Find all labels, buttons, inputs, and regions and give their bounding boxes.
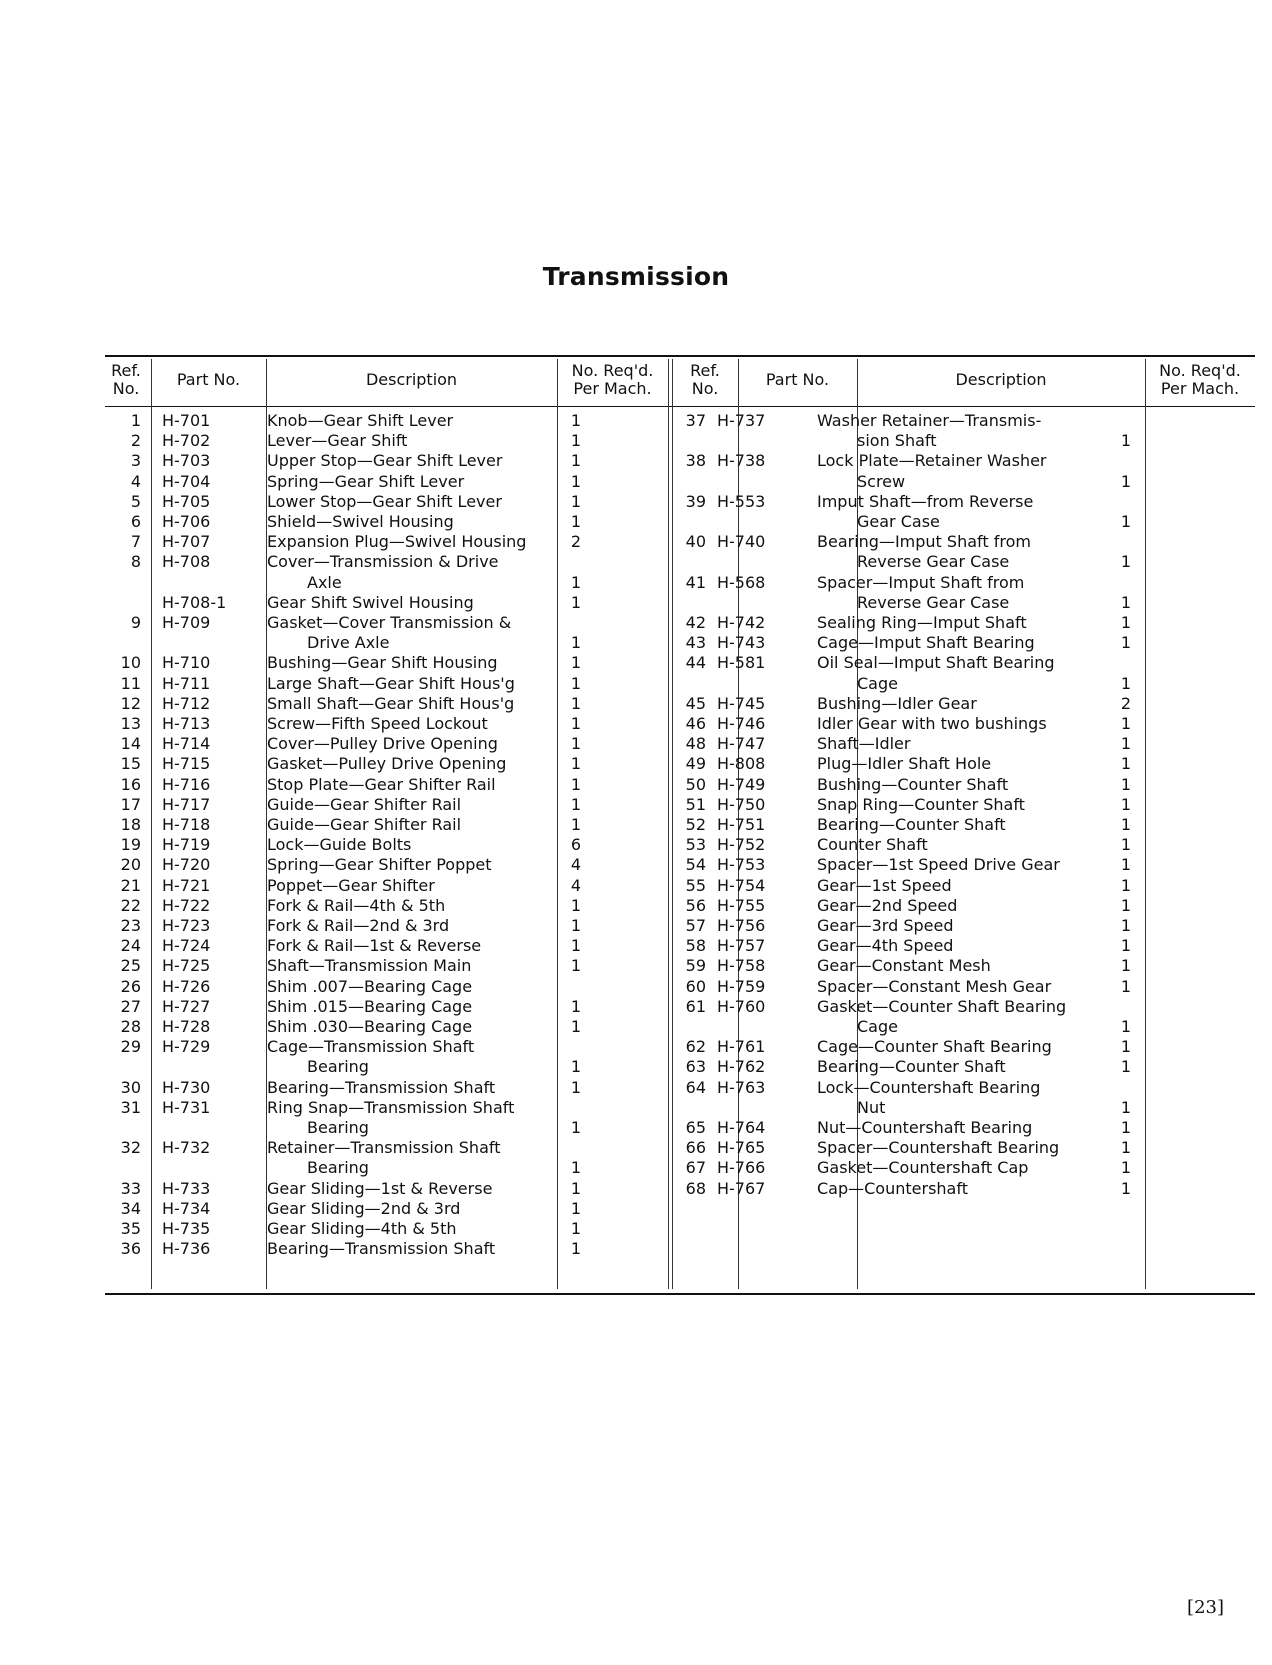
description-line: Gear Shift Swivel Housing	[267, 592, 474, 612]
ref-number: 39	[685, 491, 706, 511]
description-line: Large Shaft—Gear Shift Hous'g	[267, 673, 515, 693]
ref-number: 60	[685, 976, 706, 996]
part-number: H-703	[162, 451, 211, 471]
quantity: 1	[570, 815, 582, 834]
ref-number: 59	[685, 956, 706, 976]
description-line: Bearing—Imput Shaft from	[817, 532, 1031, 552]
ref-number: 24	[120, 936, 141, 956]
description-line: Gasket—Cover Transmission &	[267, 613, 512, 632]
description-line: Idler Gear with two bushings	[817, 714, 1047, 733]
part-number: H-760	[717, 996, 766, 1016]
part-number: H-742	[717, 613, 766, 632]
description-line: Lock—Guide Bolts	[267, 835, 412, 855]
description-line: Cage—Counter Shaft Bearing	[817, 1037, 1052, 1057]
quantity: 1	[570, 673, 582, 693]
quantity: 1	[1120, 815, 1132, 834]
part-number: H-750	[717, 794, 766, 814]
ref-number: 11	[120, 673, 141, 693]
quantity: 1	[570, 633, 582, 653]
quantity: 1	[1120, 552, 1132, 572]
part-number: H-747	[717, 734, 766, 754]
description-line: Cage—Imput Shaft Bearing	[817, 633, 1035, 653]
part-number: H-708-1	[162, 592, 227, 612]
quantity: 1	[570, 714, 582, 733]
quantity: 1	[570, 653, 582, 673]
quantity: 1	[570, 1158, 582, 1178]
description-line: Gear—4th Speed	[817, 936, 954, 956]
quantity: 1	[570, 754, 582, 774]
quantity: 1	[570, 491, 582, 511]
description-line: Nut—Countershaft Bearing	[817, 1118, 1033, 1137]
part-number: H-719	[162, 835, 211, 855]
description-line: Gear Case	[857, 512, 940, 531]
quantity: 1	[1120, 794, 1132, 814]
description-line: Shaft—Idler	[817, 734, 911, 754]
ref-number: 54	[685, 855, 706, 875]
description-line: Gear—1st Speed	[817, 875, 952, 895]
header-ref: Ref. No.	[690, 361, 720, 398]
ref-number: 68	[685, 1178, 706, 1198]
ref-number: 50	[685, 774, 706, 794]
description-line: Cap—Countershaft	[817, 1178, 968, 1198]
ref-number: 58	[685, 936, 706, 956]
description-line: Shield—Swivel Housing	[267, 512, 454, 531]
ref-number: 26	[120, 976, 141, 996]
ref-number: 6	[130, 512, 141, 531]
quantity: 1	[1120, 916, 1132, 935]
page-number: [23]	[1187, 1597, 1224, 1618]
part-number: H-725	[162, 956, 211, 976]
quantity: 1	[1120, 754, 1132, 774]
ref-number: 1	[130, 411, 141, 430]
parts-table	[105, 355, 1255, 1305]
ref-number: 56	[685, 895, 706, 915]
quantity: 1	[1120, 1118, 1132, 1137]
quantity: 1	[1120, 431, 1132, 451]
part-number: H-738	[717, 451, 766, 471]
part-number: H-752	[717, 835, 766, 855]
quantity: 1	[570, 592, 582, 612]
page-title: Transmission	[542, 262, 730, 291]
part-number: H-722	[162, 895, 211, 915]
part-number: H-712	[162, 693, 211, 713]
ref-number: 2	[130, 431, 141, 451]
col-divider	[672, 359, 673, 1289]
quantity: 1	[570, 471, 582, 491]
ref-number: 32	[120, 1138, 141, 1158]
description-line: Lever—Gear Shift	[267, 431, 408, 451]
quantity: 1	[1120, 673, 1132, 693]
part-number: H-728	[162, 1017, 211, 1036]
part-number: H-746	[717, 714, 766, 733]
part-number: H-733	[162, 1178, 211, 1198]
ref-number: 33	[120, 1178, 141, 1198]
description-line: Gear Sliding—1st & Reverse	[267, 1178, 493, 1198]
quantity: 1	[1120, 1158, 1132, 1178]
description-line: Bushing—Gear Shift Housing	[267, 653, 498, 673]
quantity: 1	[1120, 835, 1132, 855]
part-number: H-740	[717, 532, 766, 552]
ref-number: 40	[685, 532, 706, 552]
quantity: 1	[1120, 633, 1132, 653]
description-line: Gear Sliding—4th & 5th	[267, 1219, 457, 1238]
ref-number: 16	[120, 774, 141, 794]
quantity: 1	[1120, 734, 1132, 754]
part-number: H-765	[717, 1138, 766, 1158]
part-number: H-714	[162, 734, 211, 754]
quantity: 1	[1120, 471, 1132, 491]
description-line: Shim .015—Bearing Cage	[267, 996, 473, 1016]
part-number: H-729	[162, 1037, 211, 1057]
ref-number: 5	[130, 491, 141, 511]
description-line: Lock Plate—Retainer Washer	[817, 451, 1047, 471]
ref-number: 46	[685, 714, 706, 733]
part-number: H-735	[162, 1219, 211, 1238]
quantity: 1	[570, 512, 582, 531]
part-number: H-713	[162, 714, 211, 733]
ref-number: 61	[685, 996, 706, 1016]
ref-number: 31	[120, 1097, 141, 1117]
quantity: 1	[570, 1198, 582, 1218]
description-line: Shim .007—Bearing Cage	[267, 976, 473, 996]
description-line: Bushing—Idler Gear	[817, 693, 977, 713]
ref-number: 66	[685, 1138, 706, 1158]
ref-number: 62	[685, 1037, 706, 1057]
description-line: Gear—2nd Speed	[817, 895, 958, 915]
quantity: 6	[570, 835, 582, 855]
ref-number: 21	[120, 875, 141, 895]
quantity: 1	[1120, 1097, 1132, 1117]
description-line: Bearing	[307, 1057, 369, 1077]
ref-number: 37	[685, 411, 706, 430]
ref-number: 13	[120, 714, 141, 733]
description-line: Imput Shaft—from Reverse	[817, 491, 1034, 511]
description-line: Stop Plate—Gear Shifter Rail	[267, 774, 496, 794]
part-number: H-732	[162, 1138, 211, 1158]
ref-number: 65	[685, 1118, 706, 1137]
quantity: 1	[570, 916, 582, 935]
description-line: Guide—Gear Shifter Rail	[267, 815, 462, 834]
quantity: 1	[1120, 895, 1132, 915]
description-line: Counter Shaft	[817, 835, 928, 855]
ref-number: 18	[120, 815, 141, 834]
quantity: 1	[570, 1118, 582, 1137]
description-line: Oil Seal—Imput Shaft Bearing	[817, 653, 1055, 673]
description-line: Spring—Gear Shift Lever	[267, 471, 465, 491]
part-number: H-568	[717, 572, 766, 592]
description-line: Sealing Ring—Imput Shaft	[817, 613, 1027, 632]
ref-number: 29	[120, 1037, 141, 1057]
quantity: 1	[570, 774, 582, 794]
part-number: H-734	[162, 1198, 211, 1218]
part-number: H-755	[717, 895, 766, 915]
description-line: Gasket—Pulley Drive Opening	[267, 754, 507, 774]
description-line: Lock—Countershaft Bearing	[817, 1077, 1041, 1097]
ref-number: 3	[130, 451, 141, 471]
description-line: Guide—Gear Shifter Rail	[267, 794, 462, 814]
part-number: H-717	[162, 794, 211, 814]
part-number: H-704	[162, 471, 211, 491]
part-number: H-754	[717, 875, 766, 895]
header-desc: Description	[955, 370, 1047, 389]
ref-number: 25	[120, 956, 141, 976]
description-line: Gasket—Countershaft Cap	[817, 1158, 1029, 1178]
ref-number: 63	[685, 1057, 706, 1077]
description-line: Gear—Constant Mesh	[817, 956, 991, 976]
description-line: Shim .030—Bearing Cage	[267, 1017, 473, 1036]
part-number: H-581	[717, 653, 766, 673]
header-ref: Ref. No.	[111, 361, 141, 398]
part-number: H-736	[162, 1239, 211, 1259]
col-divider	[151, 359, 152, 1289]
part-number: H-761	[717, 1037, 766, 1057]
ref-number: 48	[685, 734, 706, 754]
quantity: 4	[570, 855, 582, 875]
description-line: Fork & Rail—2nd & 3rd	[267, 916, 450, 935]
ref-number: 9	[130, 613, 141, 632]
quantity: 1	[1120, 512, 1132, 531]
ref-number: 41	[685, 572, 706, 592]
quantity: 1	[1120, 613, 1132, 632]
quantity: 4	[570, 875, 582, 895]
quantity: 1	[570, 1017, 582, 1036]
description-line: Gasket—Counter Shaft Bearing	[817, 996, 1067, 1016]
ref-number: 20	[120, 855, 141, 875]
quantity: 1	[570, 956, 582, 976]
description-line: Axle	[307, 572, 342, 592]
description-line: Bearing—Counter Shaft	[817, 1057, 1006, 1077]
description-line: Plug—Idler Shaft Hole	[817, 754, 992, 774]
description-line: Cage—Transmission Shaft	[267, 1037, 475, 1057]
ref-number: 19	[120, 835, 141, 855]
header-desc: Description	[365, 370, 458, 389]
part-number: H-756	[717, 916, 766, 935]
ref-number: 67	[685, 1158, 706, 1178]
description-line: sion Shaft	[857, 431, 937, 451]
description-line: Fork & Rail—4th & 5th	[267, 895, 446, 915]
part-number: H-763	[717, 1077, 766, 1097]
quantity: 1	[1120, 1037, 1132, 1057]
part-number: H-702	[162, 431, 211, 451]
description-line: Bearing—Counter Shaft	[817, 815, 1006, 834]
description-line: Cover—Pulley Drive Opening	[267, 734, 498, 754]
description-line: Lower Stop—Gear Shift Lever	[267, 491, 502, 511]
part-number: H-709	[162, 613, 211, 632]
quantity: 1	[1120, 956, 1132, 976]
description-line: Spring—Gear Shifter Poppet	[267, 855, 492, 875]
description-line: Spacer—1st Speed Drive Gear	[817, 855, 1060, 875]
description-line: Reverse Gear Case	[857, 592, 1010, 612]
quantity: 1	[1120, 1178, 1132, 1198]
description-line: Ring Snap—Transmission Shaft	[267, 1097, 515, 1117]
ref-number: 49	[685, 754, 706, 774]
quantity: 1	[570, 1057, 582, 1077]
ref-number: 64	[685, 1077, 706, 1097]
ref-number: 51	[685, 794, 706, 814]
ref-number: 43	[685, 633, 706, 653]
part-number: H-718	[162, 815, 211, 834]
part-number: H-745	[717, 693, 766, 713]
description-line: Fork & Rail—1st & Reverse	[267, 936, 482, 956]
quantity: 1	[570, 1178, 582, 1198]
part-number: H-706	[162, 512, 211, 531]
quantity: 1	[1120, 855, 1132, 875]
quantity: 1	[570, 734, 582, 754]
description-line: Shaft—Transmission Main	[267, 956, 472, 976]
description-line: Screw—Fifth Speed Lockout	[267, 714, 488, 733]
description-line: Washer Retainer—Transmis-	[817, 411, 1042, 430]
description-line: Cover—Transmission & Drive	[267, 552, 499, 572]
quantity: 1	[1120, 714, 1132, 733]
part-number: H-715	[162, 754, 211, 774]
description-line: Upper Stop—Gear Shift Lever	[267, 451, 503, 471]
part-number: H-708	[162, 552, 211, 572]
part-number: H-723	[162, 916, 211, 935]
part-number: H-730	[162, 1077, 211, 1097]
header-req: No. Req'd. Per Mach.	[1159, 361, 1241, 398]
ref-number: 8	[130, 552, 141, 572]
ref-number: 14	[120, 734, 141, 754]
description-line: Expansion Plug—Swivel Housing	[267, 532, 527, 552]
ref-number: 28	[120, 1017, 141, 1036]
table-bottom-rule	[105, 1293, 1255, 1295]
description-line: Bearing	[307, 1118, 369, 1137]
quantity: 1	[1120, 936, 1132, 956]
ref-number: 10	[120, 653, 141, 673]
quantity: 1	[570, 996, 582, 1016]
description-line: Drive Axle	[307, 633, 390, 653]
part-number: H-766	[717, 1158, 766, 1178]
quantity: 1	[1120, 1138, 1132, 1158]
ref-number: 52	[685, 815, 706, 834]
part-number: H-711	[162, 673, 211, 693]
part-number: H-762	[717, 1057, 766, 1077]
part-number: H-737	[717, 411, 766, 430]
quantity: 1	[1120, 875, 1132, 895]
quantity: 1	[570, 895, 582, 915]
part-number: H-553	[717, 491, 766, 511]
ref-number: 45	[685, 693, 706, 713]
part-number: H-716	[162, 774, 211, 794]
part-number: H-767	[717, 1178, 766, 1198]
header-rule	[105, 406, 1255, 407]
part-number: H-720	[162, 855, 211, 875]
ref-number: 27	[120, 996, 141, 1016]
quantity: 1	[570, 411, 582, 430]
quantity: 1	[570, 451, 582, 471]
ref-number: 53	[685, 835, 706, 855]
part-number: H-808	[717, 754, 766, 774]
description-line: Nut	[857, 1097, 886, 1117]
description-line: Retainer—Transmission Shaft	[267, 1138, 501, 1158]
description-line: Poppet—Gear Shifter	[267, 875, 435, 895]
ref-number: 35	[120, 1219, 141, 1238]
quantity: 2	[570, 532, 582, 552]
ref-number: 15	[120, 754, 141, 774]
description-line: Bushing—Counter Shaft	[817, 774, 1009, 794]
description-line: Cage	[857, 1017, 898, 1036]
ref-number: 22	[120, 895, 141, 915]
ref-number: 17	[120, 794, 141, 814]
description-line: Screw	[857, 471, 906, 491]
quantity: 1	[570, 794, 582, 814]
description-line: Spacer—Countershaft Bearing	[817, 1138, 1060, 1158]
header-req: No. Req'd. Per Mach.	[571, 361, 654, 398]
part-number: H-705	[162, 491, 211, 511]
quantity: 1	[570, 936, 582, 956]
part-number: H-757	[717, 936, 766, 956]
part-number: H-749	[717, 774, 766, 794]
ref-number: 12	[120, 693, 141, 713]
ref-number: 23	[120, 916, 141, 935]
ref-number: 4	[130, 471, 141, 491]
description-line: Spacer—Imput Shaft from	[817, 572, 1025, 592]
ref-number: 55	[685, 875, 706, 895]
quantity: 1	[570, 431, 582, 451]
part-number: H-758	[717, 956, 766, 976]
description-line: Small Shaft—Gear Shift Hous'g	[267, 693, 515, 713]
ref-number: 7	[130, 532, 141, 552]
col-divider	[668, 359, 669, 1289]
quantity: 1	[570, 1077, 582, 1097]
part-number: H-727	[162, 996, 211, 1016]
part-number: H-726	[162, 976, 211, 996]
quantity: 1	[1120, 1057, 1132, 1077]
description-line: Spacer—Constant Mesh Gear	[817, 976, 1052, 996]
ref-number: 30	[120, 1077, 141, 1097]
part-number: H-751	[717, 815, 766, 834]
part-number: H-731	[162, 1097, 211, 1117]
quantity: 1	[570, 693, 582, 713]
description-line: Gear Sliding—2nd & 3rd	[267, 1198, 461, 1218]
description-line: Cage	[857, 673, 898, 693]
part-number: H-701	[162, 411, 211, 430]
ref-number: 38	[685, 451, 706, 471]
quantity: 1	[1120, 592, 1132, 612]
description-line: Reverse Gear Case	[857, 552, 1010, 572]
description-line: Bearing—Transmission Shaft	[267, 1077, 496, 1097]
header-part: Part No.	[176, 370, 241, 389]
description-line: Bearing	[307, 1158, 369, 1178]
quantity: 1	[570, 572, 582, 592]
part-number: H-721	[162, 875, 211, 895]
quantity: 1	[1120, 1017, 1132, 1036]
description-line: Knob—Gear Shift Lever	[267, 411, 454, 430]
description-line: Bearing—Transmission Shaft	[267, 1239, 496, 1259]
description-line: Snap Ring—Counter Shaft	[817, 794, 1025, 814]
quantity: 1	[1120, 976, 1132, 996]
description-line: Gear—3rd Speed	[817, 916, 954, 935]
ref-number: 44	[685, 653, 706, 673]
ref-number: 57	[685, 916, 706, 935]
ref-number: 34	[120, 1198, 141, 1218]
quantity: 2	[1120, 693, 1132, 713]
header-part: Part No.	[765, 370, 830, 389]
part-number: H-707	[162, 532, 211, 552]
part-number: H-759	[717, 976, 766, 996]
part-number: H-724	[162, 936, 211, 956]
part-number: H-743	[717, 633, 766, 653]
ref-number: 36	[120, 1239, 141, 1259]
quantity: 1	[570, 1219, 582, 1238]
quantity: 1	[1120, 774, 1132, 794]
ref-number: 42	[685, 613, 706, 632]
part-number: H-710	[162, 653, 211, 673]
part-number: H-764	[717, 1118, 766, 1137]
part-number: H-753	[717, 855, 766, 875]
quantity: 1	[570, 1239, 582, 1259]
